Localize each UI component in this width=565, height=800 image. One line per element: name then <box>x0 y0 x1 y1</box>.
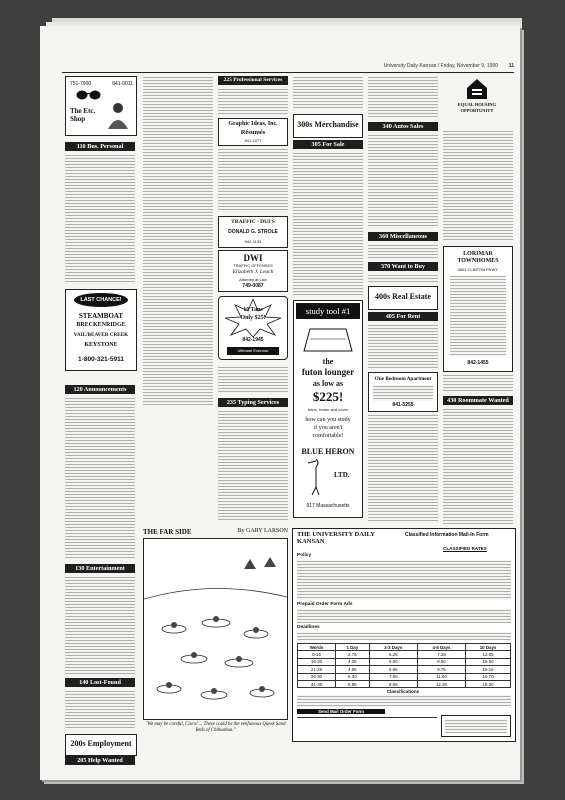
futon-ad-line1: the <box>322 357 334 366</box>
rates-cell: 4.05 <box>335 658 369 665</box>
col3-text-mid <box>218 366 288 394</box>
far-side-author: By GARY LARSON <box>237 528 288 534</box>
autos-text <box>368 134 438 228</box>
mailing-address-text <box>445 719 507 733</box>
for-rent-text-2 <box>368 414 438 522</box>
graphic-ideas-ad <box>218 118 288 146</box>
futon-ad-q2: if you aren't <box>313 425 343 431</box>
employment-section-box <box>65 734 137 756</box>
dwi-ad <box>218 250 288 292</box>
professional-text <box>218 88 288 116</box>
equal-housing-title: EQUAL HOUSING OPPORTUNITY <box>457 102 497 113</box>
lorimar-townhomes-ad <box>443 246 513 372</box>
rates-cell: 11.00 <box>417 673 465 680</box>
graphic-ad-subtitle: Résumés <box>240 129 266 136</box>
entertainment-text <box>65 576 135 674</box>
real-estate-section-label: 400s Real Estate <box>375 292 431 301</box>
paper-date: University Daily Kansan / Friday, November 9, 1990 <box>383 63 498 69</box>
section-announcements: 120 Announcements <box>65 385 135 394</box>
futon-ad-q1: how can you study <box>305 417 351 423</box>
lorimar-address: 3601 CLINTON PKWY. <box>457 267 499 272</box>
section-roommate-wanted: 430 Roommate Wanted <box>443 396 513 405</box>
heron-bird-icon <box>304 457 326 497</box>
ski-ad-vail: VAIL/BEAVER CREEK <box>73 332 129 338</box>
traffic-ad-title: TRAFFIC - DUI'S <box>231 219 275 225</box>
rates-cell: 2.75 <box>335 651 369 658</box>
dwi-ad-sub: TRAFFIC OFFENSES <box>233 263 273 268</box>
deadline-text <box>297 632 511 640</box>
real-estate-section-box <box>368 286 438 310</box>
col5-text-top <box>368 76 438 118</box>
rates-cell: 5.30 <box>335 673 369 680</box>
sunglasses-icon <box>76 89 102 101</box>
graphic-ad-title: Graphic Ideas, Inc. <box>228 121 278 127</box>
tan-ad-phone: 842-1945 <box>242 337 264 343</box>
section-for-rent: 405 For Rent <box>368 312 438 321</box>
dwi-ad-name: Elizabeth J. Leach <box>232 269 274 275</box>
merchandise-section-label: 300s Merchandise <box>297 120 359 129</box>
policy-text <box>297 560 511 600</box>
lorimar-title: LORIMAR TOWNHOMES <box>457 251 499 264</box>
rates-header-cell: 10 Days <box>466 644 511 651</box>
rates-table <box>297 643 511 688</box>
equal-housing-text <box>443 130 513 242</box>
traffic-ad-name: DONALD G. STROLE <box>228 229 278 235</box>
rates-cell: 15.15 <box>466 666 511 673</box>
section-lost-found: 140 Lost-Found <box>65 678 135 687</box>
col4-text-top <box>293 76 363 110</box>
optical-ad-phone: 751-7900 <box>70 81 92 87</box>
rates-header-cell: 2-3 Days <box>369 644 417 651</box>
mailing-address-box <box>441 715 511 737</box>
rates-cell: 7.25 <box>417 651 465 658</box>
typing-text <box>218 410 288 522</box>
rates-cell: 12.30 <box>417 680 465 687</box>
employment-section-label: 200s Employment <box>70 739 132 748</box>
col6-text-mid <box>443 374 513 392</box>
rates-cell: 6.65 <box>369 666 417 673</box>
rates-cell: 9.75 <box>417 666 465 673</box>
section-miscellaneous: 360 Miscellaneous <box>368 232 438 241</box>
section-bus-personal: 110 Bus. Personal <box>65 142 135 151</box>
rates-header-row <box>298 644 511 651</box>
optical-shop-name: The Etc. Shop <box>70 107 96 123</box>
column-3 <box>218 76 290 526</box>
far-side-caption: "We may be careful, Cisco! ... These could be the eenfamous Queek Sand Beds of Chihuahua." <box>145 722 286 733</box>
want-buy-text <box>368 274 438 282</box>
futon-illustration-icon <box>300 323 356 355</box>
traffic-ad-phone: 842-1133 <box>244 239 262 244</box>
lorimar-phone: 842-1455 <box>467 360 489 366</box>
optical-ad-phone-2: 841-0011 <box>112 81 133 87</box>
rates-header-cell: Words <box>298 644 336 651</box>
dwi-ad-title: DWI <box>243 253 263 263</box>
dwi-ad-role: Attorney at Law <box>239 277 267 282</box>
column-2 <box>143 76 215 526</box>
rates-row <box>298 680 511 687</box>
tan-ad-line1: 10 Tans <box>243 307 263 313</box>
rates-cell: 21-25 <box>298 666 336 673</box>
header-rule <box>62 72 514 73</box>
form-name-field[interactable] <box>297 717 437 738</box>
rates-heading: CLASSIFIED RATES <box>443 546 487 551</box>
section-want-to-buy: 370 Want to Buy <box>368 262 438 271</box>
far-side-comic <box>143 528 288 740</box>
rates-cell: 4.65 <box>335 666 369 673</box>
rates-cell: 12.05 <box>466 651 511 658</box>
lost-found-text <box>65 690 135 730</box>
ski-ad-breckenridge: BRECKENRIDGE <box>76 322 126 328</box>
futon-ad-line3: as low as <box>312 379 344 388</box>
section-typing-services: 235 Typing Services <box>218 398 288 407</box>
futon-lounger-ad <box>293 300 363 518</box>
rates-cell: 15.50 <box>466 658 511 665</box>
dwi-ad-phone: 749-0087 <box>242 283 264 289</box>
ski-trip-ad <box>65 289 137 371</box>
tanning-ad <box>218 296 288 360</box>
section-help-wanted: 205 Help Wanted <box>65 756 135 765</box>
graphic-ad-phone: 841-1077 <box>244 138 262 143</box>
for-rent-text <box>368 324 438 370</box>
tan-ad-footer: Ultimate Exercise <box>227 347 279 355</box>
far-side-drawing <box>143 538 288 720</box>
policy-heading: Policy <box>297 553 312 558</box>
rates-row <box>298 658 511 665</box>
column-1 <box>65 76 137 766</box>
rates-cell: 31-35 <box>298 680 336 687</box>
col2-text-top <box>143 76 213 406</box>
classified-mail-in-form <box>292 528 516 742</box>
futon-ad-banner: study tool #1 <box>296 303 360 319</box>
optical-shop-ad <box>65 76 137 136</box>
one-bedroom-ad <box>368 372 438 412</box>
form-title: Classified Information Mail-In Form <box>405 532 489 538</box>
classifications-text <box>297 695 511 707</box>
prepaid-text <box>297 609 511 623</box>
futon-ad-line2: futon lounger <box>301 367 355 377</box>
one-bedroom-title: One Bedroom Apartment <box>374 376 432 382</box>
rates-cell: 26-30 <box>298 673 336 680</box>
classifications-heading: Classifications <box>386 689 420 694</box>
one-bedroom-details <box>373 385 433 401</box>
far-side-title: THE FAR SIDE <box>143 528 192 536</box>
rates-row <box>298 673 511 680</box>
rates-header-cell: 1 Day <box>335 644 369 651</box>
roommate-text <box>443 408 513 524</box>
equal-housing-ad <box>443 76 511 128</box>
rates-cell: 8.65 <box>369 680 417 687</box>
column-6 <box>443 76 515 526</box>
rates-cell: 16.70 <box>466 673 511 680</box>
ski-ad-steamboat: STEAMBOAT <box>78 312 124 320</box>
send-mail-order-heading: Send Mail Order Form <box>297 709 385 714</box>
for-sale-text <box>293 152 363 296</box>
rates-row <box>298 651 511 658</box>
futon-ad-line4: futon, frame and cover <box>307 407 349 412</box>
ski-ad-phone: 1-800-321-5911 <box>78 356 124 363</box>
rates-cell: 6.00 <box>369 658 417 665</box>
rates-cell: 18.30 <box>466 680 511 687</box>
equal-housing-icon <box>465 78 489 100</box>
futon-ad-price: $225! <box>312 389 344 404</box>
rates-cell: 5.95 <box>335 680 369 687</box>
announcements-text <box>65 397 135 559</box>
rates-header-cell: 4-5 Days <box>417 644 465 651</box>
ski-ad-banner: LAST CHANCE! <box>74 293 128 307</box>
futon-ad-store-2: LTD. <box>334 471 350 479</box>
rates-cell: 8.50 <box>417 658 465 665</box>
rates-cell: 0-15 <box>298 651 336 658</box>
column-5 <box>368 76 440 526</box>
one-bedroom-phone: 841-5255 <box>392 402 414 408</box>
professional-text-2 <box>218 148 288 212</box>
section-for-sale: 305 For Sale <box>293 140 363 149</box>
section-professional-services: 225 Professional Services <box>218 76 288 85</box>
lorimar-details <box>450 275 506 357</box>
tan-ad-line2: Only $25! <box>240 315 266 321</box>
futon-ad-store: BLUE HERON <box>301 447 355 456</box>
personal-ads-text <box>65 154 135 284</box>
person-illustration-icon <box>104 101 132 129</box>
section-autos-sales: 340 Autos Sales <box>368 122 438 131</box>
merchandise-section-box <box>293 114 363 138</box>
futon-ad-q3: comfortable! <box>312 433 344 439</box>
deadline-heading: Deadlines <box>297 625 320 630</box>
page-number: 11 <box>508 63 514 69</box>
rates-row <box>298 666 511 673</box>
misc-text <box>368 244 438 258</box>
form-paper-name: THE UNIVERSITY DAILY KANSAN <box>297 531 375 545</box>
futon-ad-address: 917 Massachusetts <box>306 503 350 509</box>
section-entertainment: 130 Entertainment <box>65 564 135 573</box>
traffic-dui-ad <box>218 216 288 248</box>
rates-cell: 7.90 <box>369 673 417 680</box>
ski-ad-keystone: KEYSTONE <box>84 342 118 348</box>
rates-cell: 5.25 <box>369 651 417 658</box>
prepaid-heading: Prepaid Order Form Ads <box>297 602 353 607</box>
rates-cell: 16-20 <box>298 658 336 665</box>
column-4 <box>293 76 365 526</box>
